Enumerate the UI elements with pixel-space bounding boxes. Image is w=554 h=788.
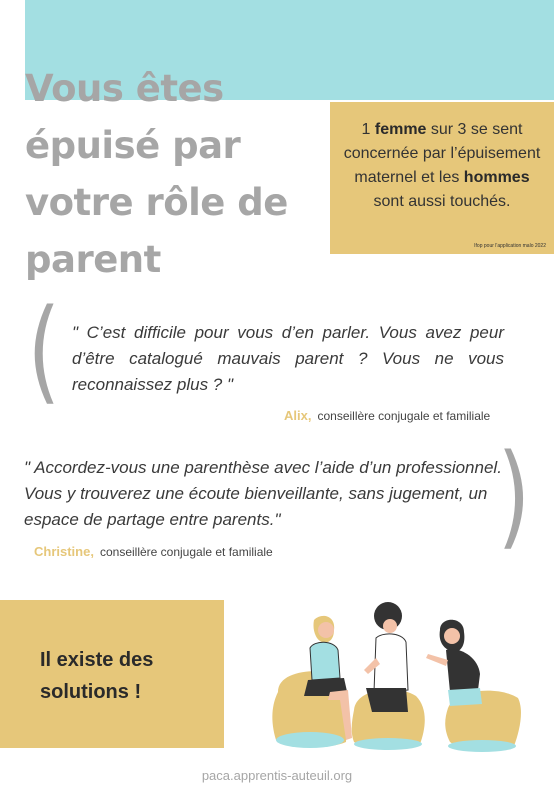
three-people-talking-illustration: [268, 600, 524, 752]
stat-part-1: 1: [361, 121, 375, 138]
statistic-box: [330, 102, 554, 254]
left-parenthesis-decoration: (: [27, 286, 61, 416]
left-seat-shadow: [276, 732, 344, 748]
person-2-head: [383, 619, 397, 633]
right-parenthesis-decoration: ): [497, 431, 531, 561]
person-2-legs: [366, 688, 408, 712]
quote-2-role: conseillère conjugale et familiale: [99, 545, 273, 559]
stat-bold-women: femme: [374, 121, 427, 138]
title-line-2: épuisé par: [25, 124, 241, 167]
footer-url: paca.apprentis-auteuil.org: [201, 768, 353, 783]
solutions-line-2: solutions !: [40, 681, 142, 703]
person-3-legs: [448, 688, 482, 706]
person-3-top: [446, 649, 480, 692]
quote-1-text: " C’est difficile pour vous d’en parler. Vous avez peur d’être catalogué mauvais parent ? Vous ne vous reconnaissez plus ? ": [72, 323, 504, 394]
statistic-source: Ifop pour l'application malo 2022: [474, 243, 546, 249]
person-3-head: [444, 628, 460, 644]
quote-1-attribution: [284, 408, 490, 423]
person-3-arm: [426, 654, 448, 666]
quote-1-role: conseillère conjugale et familiale: [317, 409, 491, 423]
middle-seat-shadow: [354, 738, 422, 750]
solutions-line-1: Il existe des: [40, 649, 154, 671]
stat-part-3: sont aussi touchés.: [373, 193, 511, 210]
person-1-head: [318, 622, 334, 638]
quote-2-author: Christine,: [34, 544, 94, 559]
title-line-3: votre rôle de: [25, 181, 288, 224]
solutions-box: [0, 600, 224, 748]
quote-2-attribution: [34, 544, 273, 559]
stat-part-2: sur 3 se sent concernée par l’épuisement maternel et les: [343, 121, 541, 186]
page-title: [25, 60, 325, 288]
title-line-1: Vous êtes: [25, 67, 224, 110]
quote-1-author: Alix,: [284, 408, 312, 423]
title-line-4: parent: [25, 238, 161, 281]
quote-2-text: " Accordez-vous une parenthèse avec l’aide d’un professionnel. Vous y trouverez une écoute bienveillante, sans jugement, un espace de partage entre parents.": [24, 458, 502, 529]
right-seat-shadow: [448, 740, 516, 752]
statistic-text: [340, 118, 544, 214]
person-1-top: [310, 642, 340, 680]
stat-bold-men: hommes: [463, 169, 530, 186]
